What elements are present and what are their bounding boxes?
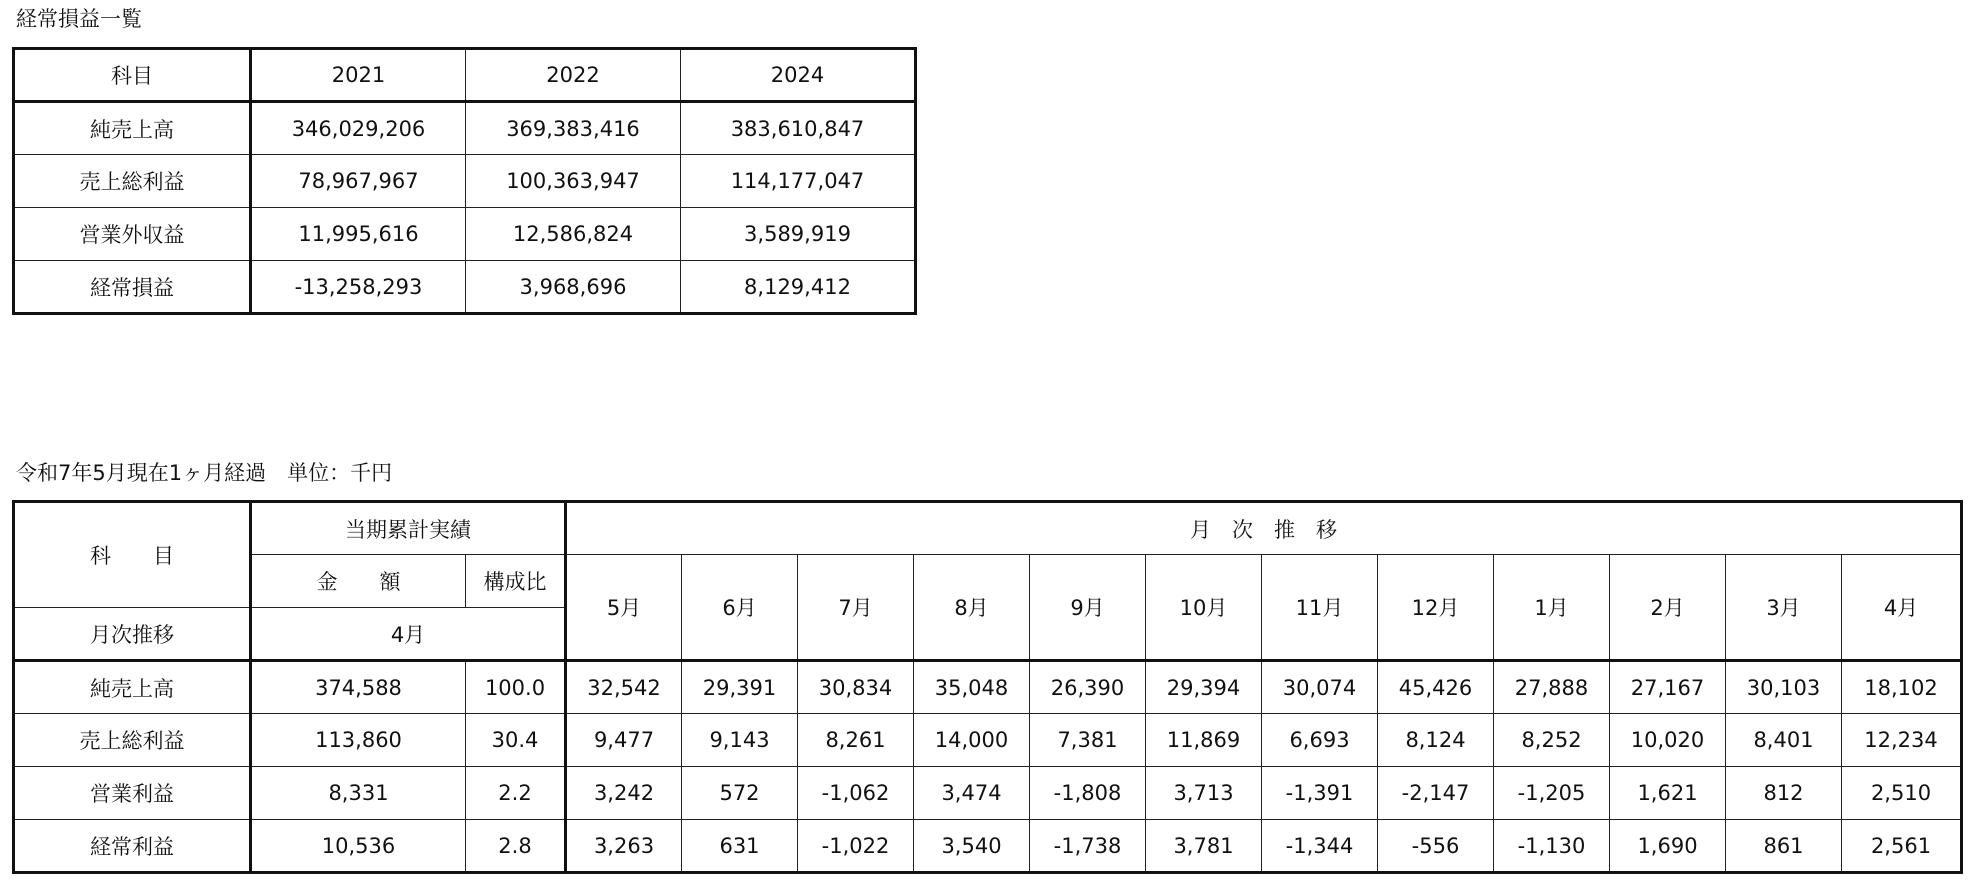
monthly-row-label: 売上総利益 xyxy=(14,714,251,767)
monthly-value-cell: 1,690 xyxy=(1610,820,1726,873)
summary-row xyxy=(14,208,916,261)
monthly-cumulative-amount: 10,536 xyxy=(251,820,466,873)
monthly-value-cell: 32,542 xyxy=(566,661,682,714)
monthly-row-label: 経常利益 xyxy=(14,820,251,873)
monthly-value-cell: 45,426 xyxy=(1378,661,1494,714)
monthly-cumulative-amount: 113,860 xyxy=(251,714,466,767)
summary-row-label: 営業外収益 xyxy=(14,208,251,261)
monthly-value-cell: 3,242 xyxy=(566,767,682,820)
monthly-header-month: 6月 xyxy=(682,555,798,661)
monthly-value-cell: -1,022 xyxy=(798,820,914,873)
summary-header-year: 2024 xyxy=(681,49,916,102)
monthly-header-month: 12月 xyxy=(1378,555,1494,661)
summary-cell: 114,177,047 xyxy=(681,155,916,208)
monthly-value-cell: 29,394 xyxy=(1146,661,1262,714)
summary-cell: 369,383,416 xyxy=(466,102,681,155)
summary-row xyxy=(14,102,916,155)
summary-cell: 100,363,947 xyxy=(466,155,681,208)
monthly-row xyxy=(14,714,1962,767)
monthly-value-cell: -1,062 xyxy=(798,767,914,820)
monthly-value-cell: 18,102 xyxy=(1842,661,1962,714)
monthly-value-cell: 27,888 xyxy=(1494,661,1610,714)
monthly-cumulative-ratio: 2.2 xyxy=(466,767,566,820)
monthly-value-cell: 3,713 xyxy=(1146,767,1262,820)
monthly-value-cell: 8,261 xyxy=(798,714,914,767)
monthly-value-cell: 9,143 xyxy=(682,714,798,767)
monthly-value-cell: -1,205 xyxy=(1494,767,1610,820)
monthly-value-cell: 30,074 xyxy=(1262,661,1378,714)
monthly-header-month: 8月 xyxy=(914,555,1030,661)
monthly-value-cell: 572 xyxy=(682,767,798,820)
monthly-header-cumulative: 当期累計実績 xyxy=(251,502,566,555)
monthly-value-cell: 861 xyxy=(1726,820,1842,873)
monthly-value-cell: 12,234 xyxy=(1842,714,1962,767)
monthly-row xyxy=(14,661,1962,714)
monthly-row-label: 営業利益 xyxy=(14,767,251,820)
monthly-header-month: 1月 xyxy=(1494,555,1610,661)
monthly-value-cell: -556 xyxy=(1378,820,1494,873)
monthly-cumulative-ratio: 2.8 xyxy=(466,820,566,873)
summary-caption: 経常損益一覧 xyxy=(16,7,142,31)
monthly-header-amount: 金 額 xyxy=(251,555,466,608)
monthly-value-cell: -1,738 xyxy=(1030,820,1146,873)
monthly-value-cell: 7,381 xyxy=(1030,714,1146,767)
monthly-header-month: 3月 xyxy=(1726,555,1842,661)
monthly-value-cell: 8,252 xyxy=(1494,714,1610,767)
summary-cell: 3,589,919 xyxy=(681,208,916,261)
summary-row-label: 純売上高 xyxy=(14,102,251,155)
monthly-cumulative-ratio: 30.4 xyxy=(466,714,566,767)
monthly-header-month: 5月 xyxy=(566,555,682,661)
monthly-caption: 令和7年5月現在1ヶ月経過 単位：千円 xyxy=(16,461,393,485)
monthly-row-label: 純売上高 xyxy=(14,661,251,714)
monthly-header-ratio: 構成比 xyxy=(466,555,566,608)
summary-cell: -13,258,293 xyxy=(251,261,466,314)
monthly-value-cell: 812 xyxy=(1726,767,1842,820)
monthly-row xyxy=(14,820,1962,873)
monthly-table xyxy=(12,500,1963,874)
monthly-value-cell: -2,147 xyxy=(1378,767,1494,820)
summary-header-year: 2021 xyxy=(251,49,466,102)
monthly-value-cell: 2,510 xyxy=(1842,767,1962,820)
monthly-value-cell: 3,540 xyxy=(914,820,1030,873)
summary-header-year: 2022 xyxy=(466,49,681,102)
monthly-value-cell: 1,621 xyxy=(1610,767,1726,820)
monthly-trend-row-value: 4月 xyxy=(251,608,566,661)
monthly-value-cell: -1,130 xyxy=(1494,820,1610,873)
monthly-value-cell: 11,869 xyxy=(1146,714,1262,767)
monthly-value-cell: 6,693 xyxy=(1262,714,1378,767)
monthly-header-subject: 科 目 xyxy=(14,502,251,608)
monthly-cumulative-amount: 374,588 xyxy=(251,661,466,714)
summary-cell: 383,610,847 xyxy=(681,102,916,155)
monthly-value-cell: -1,391 xyxy=(1262,767,1378,820)
summary-cell: 11,995,616 xyxy=(251,208,466,261)
monthly-header-month: 10月 xyxy=(1146,555,1262,661)
monthly-header-month: 4月 xyxy=(1842,555,1962,661)
monthly-value-cell: 2,561 xyxy=(1842,820,1962,873)
monthly-value-cell: 3,781 xyxy=(1146,820,1262,873)
monthly-header-month: 2月 xyxy=(1610,555,1726,661)
monthly-value-cell: 35,048 xyxy=(914,661,1030,714)
summary-cell: 78,967,967 xyxy=(251,155,466,208)
summary-cell: 12,586,824 xyxy=(466,208,681,261)
monthly-value-cell: 26,390 xyxy=(1030,661,1146,714)
monthly-value-cell: 14,000 xyxy=(914,714,1030,767)
monthly-header-month: 9月 xyxy=(1030,555,1146,661)
monthly-value-cell: 30,834 xyxy=(798,661,914,714)
monthly-header-month: 7月 xyxy=(798,555,914,661)
summary-cell: 8,129,412 xyxy=(681,261,916,314)
summary-row-label: 売上総利益 xyxy=(14,155,251,208)
monthly-value-cell: -1,344 xyxy=(1262,820,1378,873)
monthly-header-month: 11月 xyxy=(1262,555,1378,661)
monthly-value-cell: 3,263 xyxy=(566,820,682,873)
monthly-value-cell: 8,401 xyxy=(1726,714,1842,767)
monthly-value-cell: 10,020 xyxy=(1610,714,1726,767)
summary-header-row xyxy=(14,49,916,102)
summary-table xyxy=(12,47,917,315)
summary-cell: 346,029,206 xyxy=(251,102,466,155)
monthly-row xyxy=(14,767,1962,820)
monthly-header-row-2 xyxy=(14,555,1962,608)
monthly-value-cell: 8,124 xyxy=(1378,714,1494,767)
monthly-value-cell: -1,808 xyxy=(1030,767,1146,820)
summary-header-subject: 科目 xyxy=(14,49,251,102)
monthly-value-cell: 27,167 xyxy=(1610,661,1726,714)
monthly-trend-row-label: 月次推移 xyxy=(14,608,251,661)
summary-row-label: 経常損益 xyxy=(14,261,251,314)
summary-row xyxy=(14,261,916,314)
monthly-value-cell: 631 xyxy=(682,820,798,873)
monthly-value-cell: 29,391 xyxy=(682,661,798,714)
monthly-value-cell: 3,474 xyxy=(914,767,1030,820)
monthly-header-row-1 xyxy=(14,502,1962,555)
monthly-value-cell: 30,103 xyxy=(1726,661,1842,714)
summary-row xyxy=(14,155,916,208)
monthly-cumulative-ratio: 100.0 xyxy=(466,661,566,714)
summary-cell: 3,968,696 xyxy=(466,261,681,314)
monthly-cumulative-amount: 8,331 xyxy=(251,767,466,820)
monthly-value-cell: 9,477 xyxy=(566,714,682,767)
monthly-header-trend: 月 次 推 移 xyxy=(566,502,1962,555)
